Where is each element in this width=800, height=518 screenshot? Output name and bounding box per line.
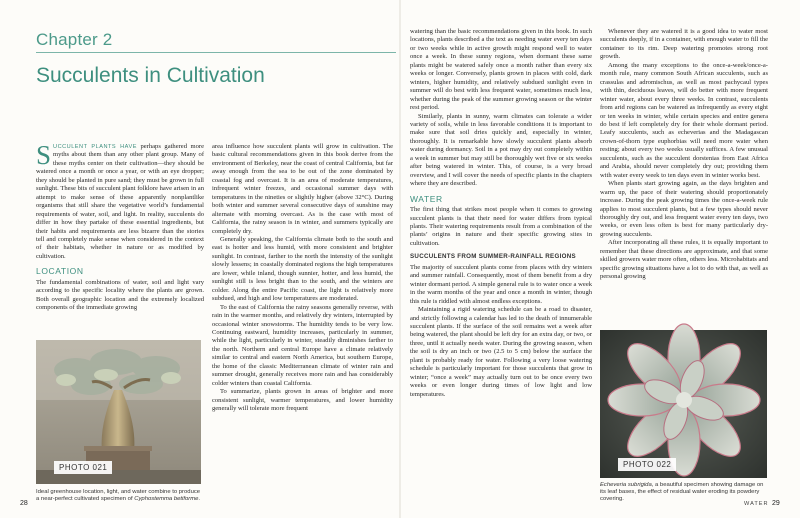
right-column-2 xyxy=(600,28,768,281)
intro-text: perhaps gathered more myths about them than any other plant group. Many of these myths center on their cultivation—they should be watered once a month or once a year, or with an eye dropper; they should be planted in pure sand; they must be grown in full sunlight. These bits of succulent plant folklore have arisen in an attempt to make sense of these apparently nonplantlike organisms that still share the vegetative world’s fundamental requirements of water, soil, and light. In reality, succulents do differ in how they partake of these essential ingredients, but their habits and requirements are less bizarre than the stories tell and completely make sense when considered in the context of their habitats, whether in nature or as modified by cultivation. xyxy=(36,143,204,260)
left-column-2 xyxy=(212,143,393,495)
col3-p4: The majority of succulent plants come from places with dry winters and summer rainfall. Consequently, most of them benefit from a dry winter dormant period. A simple general rule is to water once a week in the warm months of the year and once a month in winter, though this rule is riddled with almost endless exceptions. xyxy=(410,263,592,305)
chapter-title: Succulents in Cultivation xyxy=(36,64,265,87)
drop-cap: S xyxy=(36,140,52,170)
heading-location: LOCATION xyxy=(36,266,84,277)
col3-p5: Maintaining a rigid watering schedule can be a road to disaster, and strictly following a calendar has led to the death of innumerable succulent plants. If the surface of the soil remains wet a week after being watered, the plant should be left dry for an extra day, or two, or three, until it actually needs water. During the growing season, when the soil is dry an inch or two (2.5 to 5 cm) below the surface the plant is probably ready for water. Following a very loose watering schedule is particularly important for those succulents that grow in winter; “once a week” may actually turn out to be once every two weeks or even longer during times of low light and low temperatures. xyxy=(410,306,592,398)
caption-021-end: . xyxy=(198,496,201,503)
col2-p2: Generally speaking, the California climate both to the south and east is hotter and less humid, with more consistent and brighter sunlight. In contrast, farther to the north the intensity of the sunlight slowly lessens; in coastally dominated regions the high temperatures are lower, while inland, though sunnier, hotter, and less humid, the sunlight still is less bright than to the south, and the winters are colder. Along the entire Pacific coast, the light is relatively more subdued, and high and low temperatures are moderated. xyxy=(212,235,393,303)
running-head: WATER xyxy=(744,501,769,507)
caption-022-species: Echeveria subrigida xyxy=(600,482,652,488)
subheading-summer-rainfall: SUCCULENTS FROM SUMMER-RAINFALL REGIONS xyxy=(410,253,576,261)
right-folio: 29 xyxy=(772,500,780,507)
col4-p3: When plants start growing again, as the days brighten and warm up, the pace of their watering should proportionately increase. During the peak growing times the once-a-week rule applies to most succulent plants, but a few types should never thoroughly dry out, and less frequent water every ten days, two weeks, or even less often is best for many particularly dry-growing succulents. xyxy=(600,180,768,238)
caption-021-species: Cyphostemma betiforme xyxy=(134,496,199,503)
photo-022-caption xyxy=(600,482,768,504)
caption-022-text: , a beautiful specimen showing damage on its leaf bases, the effect of residual water eroding its powdery covering. xyxy=(600,482,764,503)
col3-p3: The first thing that strikes most people when it comes to growing succulent plants is that their need for water differs from typical plants. Their watering requirements result from a combination of the plants’ origins in nature and their specific growing sites in cultivation. xyxy=(410,206,592,247)
col4-p4: After incorporating all these rules, it is equally important to remember that these directions are approximate, and that some skilled growers water more often, others less. Microhabitats and specific growing situations have a lot to do with that, as well as personal growing xyxy=(600,239,768,281)
chapter-rule xyxy=(36,52,396,53)
col4-p1: Whenever they are watered it is a good idea to water most succulents deeply, if in a container, with enough water to fill the container to its rim. Deep watering promotes strong root growth. xyxy=(600,28,768,61)
col2-p1: area influence how succulent plants will grow in cultivation. The basic cultural recommendations given in this book derive from the environment of Berkeley, near the coast of central California, but far away enough from the sea to be out of the zone dominated by coastal fog and overcast. It is an area of moderate temperatures, infrequent winter freezes, and occasional summer days with temperatures in the nineties or slightly higher (above 32°C). During both winter and summer several consecutive days of sunshine may alternate with morning overcast. As is the case with most of California, the rainy season is in winter, and summers typically are completely dry. xyxy=(212,143,393,235)
heading-water: WATER xyxy=(410,193,443,204)
echeveria-photo-illustration xyxy=(600,330,767,478)
col3-p2: Similarly, plants in sunny, warm climates can tolerate a wider variety of soils, while in less favorable conditions it is important to make sure that soil dries quickly and, especially in winter, thoroughly. It is remarkable how slowly succulent plants absorb water during dormancy. Soil in a pot may dry out completely within a week in summer but may still be thoroughly wet five or six weeks after being watered in winter. This, of course, is a very broad overview, and I will cover the needs of specific plants in the chapters where they are described. xyxy=(410,112,592,188)
chapter-label: Chapter 2 xyxy=(36,30,113,49)
photo-022-label: PHOTO 022 xyxy=(618,458,676,471)
small-caps-lead: UCCULENT PLANTS HAVE xyxy=(53,144,137,150)
page-gutter xyxy=(399,0,401,518)
left-folio: 28 xyxy=(20,500,28,507)
photo-021-caption xyxy=(36,489,204,503)
col2-p3: To the east of California the rainy seasons generally reverse, with rain in the warmer months, and relatively dry winters, interrupted by occasional winter snowstorms. The humidity tends to be very low. Continuing eastward, humidity increases, particularly in summer, while the light, particularly in winter, steadily diminishes farther to the north. Northern and central Europe have a climate relatively similar to central and eastern North America, but southern Europe, the home of the classic Mediterranean climate of winter rain and summer drought, generally receives more rain and has considerably colder winters than coastal California. xyxy=(212,303,393,387)
left-column-1 xyxy=(36,140,204,312)
intro-paragraph xyxy=(36,140,204,261)
photo-022-image xyxy=(600,330,767,478)
col4-p2: Among the many exceptions to the once-a-week/once-a-month rule, many common South African succulents, such as crassulas and adromischus, as well as most pachycaul types with thin, deciduous leaves, will do better with more frequent winter water, about every three weeks. In contrast, succulents from arid regions can be watered as infrequently as every eight or ten weeks in winter, while certain species and entire genera do best if left completely dry for their whole dormant period. Leafy succulents, such as echeverias and the Madagascan crown-of-thorn type euphorbias will need more water when resting; about every two weeks usually suffices. A few unusual succulents, such as the succulent dorstenias from East Africa and Arabia, should never completely dry out; providing them with water every week to ten days even in winter works best. xyxy=(600,61,768,179)
photo-021-label: PHOTO 021 xyxy=(54,461,112,474)
location-paragraph: The fundamental combinations of water, soil and light vary according to the specific locality where the plants are grown. Both overall geographic location and the extremely localized components of the immediate growing xyxy=(36,278,204,312)
photo-021-image xyxy=(36,340,201,484)
right-column-1 xyxy=(410,28,592,503)
col3-p1: watering than the basic recommendations given in this book. In such locations, plants described a the text as needing water every ten days or two weeks while in active growth might respond well to water once a week. In these sunny regions, when dormant these same plants might be watered safely once a month rather than every six weeks or longer. Conversely, plants grown in places with cold, dark winters, higher humidity, and relatively subdued sunlight even in summer will do best with less frequent water, sometimes much less, whether during the peak of the summer growing season or the winter rest period. xyxy=(410,28,592,112)
col2-p4: To summarize, plants grown in areas of brighter and more consistent sunlight, warmer temperatures, and lower humidity generally will tolerate more frequent xyxy=(212,388,393,413)
caption-021-text: Ideal greenhouse location, light, and water combine to produce a near-perfect cultivated specimen of xyxy=(36,489,201,503)
